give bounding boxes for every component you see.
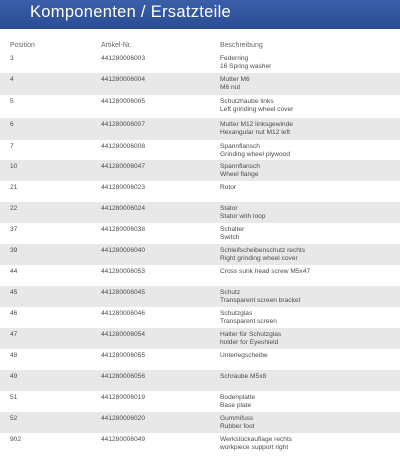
description-cell: Gummifuss <box>220 415 254 422</box>
table-row <box>0 370 400 391</box>
table-row <box>0 391 400 412</box>
description-translation-cell: Stator with loop <box>220 212 266 220</box>
description-cell: Werkstückauflage rechts <box>220 436 293 443</box>
description-translation-cell: Base plate <box>220 401 252 409</box>
position-cell: 902 <box>10 436 22 443</box>
description-cell: Cross sunk head screw M5x47 <box>220 268 311 275</box>
description-translation-cell: M6 nut <box>220 83 241 91</box>
description-cell: Schutzhaube links <box>220 98 274 105</box>
description-cell: Mutter M12 linksgewinde <box>220 121 293 128</box>
description-translation-cell: 16 Spring washer <box>220 62 272 70</box>
table-row <box>0 160 400 181</box>
page-title: Komponenten / Ersatzteile <box>30 3 232 21</box>
position-cell: 7 <box>10 143 14 150</box>
table-row <box>0 181 400 202</box>
description-cell: Rotor <box>220 184 237 191</box>
description-cell: Schutzglas <box>220 310 253 317</box>
table-row <box>0 95 400 118</box>
page-header <box>0 0 400 29</box>
column-header-description: Beschreibung <box>220 42 263 49</box>
description-translation-cell: Rubber foot <box>220 422 255 430</box>
article-number-cell: 441280006019 <box>101 394 146 401</box>
description-cell: Spannflansch <box>220 163 260 170</box>
description-cell: Unterlegscheibe <box>220 352 268 359</box>
table-row <box>0 52 400 73</box>
article-number-cell: 441280006054 <box>101 331 146 338</box>
position-cell: 47 <box>10 331 18 338</box>
description-cell: Schraube M5x8 <box>220 373 267 380</box>
article-number-cell: 441280006055 <box>101 352 146 359</box>
position-cell: 22 <box>10 205 18 212</box>
description-cell: Stator <box>220 205 238 212</box>
position-cell: 51 <box>10 394 18 401</box>
position-cell: 5 <box>10 98 14 105</box>
table-row <box>0 118 400 140</box>
description-translation-cell: holder for Eyeshield <box>220 338 279 346</box>
description-translation-cell: Right grinding wheel cover <box>220 254 298 262</box>
description-cell: Federring <box>220 55 249 62</box>
table-row <box>0 307 400 328</box>
table-row <box>0 244 400 265</box>
position-cell: 39 <box>10 247 18 254</box>
description-translation-cell: Transparent screen <box>220 317 277 325</box>
description-cell: Schalter <box>220 226 245 233</box>
description-cell: Halter für Schutzglas <box>220 331 282 338</box>
article-number-cell: 441280006005 <box>101 98 146 105</box>
table-row <box>0 286 400 307</box>
position-cell: 52 <box>10 415 18 422</box>
description-translation-cell: Hexangular nut M12 left <box>220 128 291 136</box>
position-cell: 45 <box>10 289 18 296</box>
description-cell: Spannflansch <box>220 143 260 150</box>
table-row <box>0 349 400 370</box>
article-number-cell: 441280006047 <box>101 163 146 170</box>
description-translation-cell: Switch <box>220 233 240 241</box>
article-number-cell: 441280006003 <box>101 55 146 62</box>
position-cell: 6 <box>10 121 14 128</box>
article-number-cell: 441280006056 <box>101 373 146 380</box>
description-translation-cell: Wheel flange <box>220 170 259 178</box>
description-translation-cell: Left grinding wheel cover <box>220 105 294 113</box>
article-number-cell: 441280006020 <box>101 415 146 422</box>
article-number-cell: 441280006040 <box>101 247 146 254</box>
description-translation-cell: workpiece support right <box>220 443 289 451</box>
position-cell: 44 <box>10 268 18 275</box>
position-cell: 37 <box>10 226 18 233</box>
table-row <box>0 140 400 160</box>
position-cell: 21 <box>10 184 18 191</box>
article-number-cell: 441280006023 <box>101 184 146 191</box>
description-cell: Schutz <box>220 289 241 296</box>
table-row <box>0 328 400 349</box>
article-number-cell: 441280006008 <box>101 143 146 150</box>
position-cell: 48 <box>10 352 18 359</box>
article-number-cell: 441280006049 <box>101 436 146 443</box>
description-cell: Bodenplatte <box>220 394 256 401</box>
description-translation-cell: Transparent screen bracket <box>220 296 301 304</box>
table-row <box>0 73 400 95</box>
article-number-cell: 441280006007 <box>101 121 146 128</box>
article-number-cell: 441280006004 <box>101 76 146 83</box>
table-row <box>0 412 400 433</box>
article-number-cell: 441280006045 <box>101 289 146 296</box>
position-cell: 46 <box>10 310 18 317</box>
article-number-cell: 441280006046 <box>101 310 146 317</box>
description-translation-cell: Grinding wheel plywood <box>220 150 291 158</box>
table-row <box>0 223 400 244</box>
position-cell: 3 <box>10 55 14 62</box>
description-cell: Mutter M6 <box>220 76 250 83</box>
column-header-article: Artikel-Nr. <box>101 42 132 49</box>
table-row <box>0 265 400 286</box>
description-cell: Schleifscheibenschutz rechts <box>220 247 306 254</box>
article-number-cell: 441280006038 <box>101 226 146 233</box>
column-header-position: Position <box>10 42 35 49</box>
article-number-cell: 441280006053 <box>101 268 146 275</box>
table-row <box>0 433 400 456</box>
article-number-cell: 441280006024 <box>101 205 146 212</box>
position-cell: 10 <box>10 163 18 170</box>
position-cell: 49 <box>10 373 18 380</box>
position-cell: 4 <box>10 76 14 83</box>
table-row <box>0 202 400 223</box>
